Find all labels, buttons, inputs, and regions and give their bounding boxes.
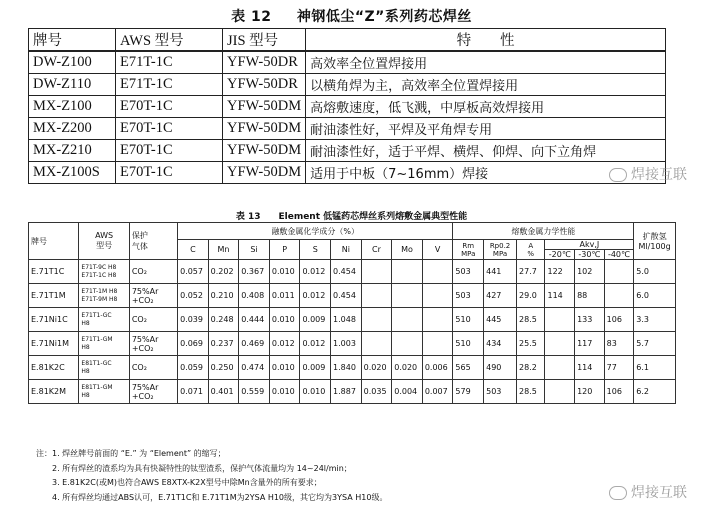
- t13-h-element: Ni: [331, 240, 362, 260]
- t13-value: 0.401: [208, 380, 239, 404]
- t12-cell: YFW-50DM: [223, 96, 306, 118]
- t13-value: 122: [545, 260, 575, 284]
- t12-cell: YFW-50DR: [223, 74, 306, 96]
- watermark-2: 焊接互联: [609, 482, 687, 502]
- t13-value: 0.069: [178, 332, 209, 356]
- t13-value: 1.840: [331, 356, 362, 380]
- t13-value: [545, 356, 575, 380]
- t13-value: 5.0: [634, 260, 676, 284]
- t13-aws: E71T-1M H8 E71T-9M H8: [79, 284, 129, 308]
- notes: [36, 447, 387, 505]
- t13-value: 117: [575, 332, 605, 356]
- t13-value: 114: [575, 356, 605, 380]
- t13-value: 0.012: [300, 260, 331, 284]
- t13-h-diff: 扩散氢 Ml/100g: [634, 223, 676, 260]
- t13-value: 0.057: [178, 260, 209, 284]
- t13-h-h_rm: Rm MPa: [453, 240, 484, 260]
- t13-brand: E.71Ni1M: [29, 332, 79, 356]
- t12-cell: YFW-50DR: [223, 51, 306, 74]
- table-row: [29, 356, 676, 380]
- t13-h-h_rp: Rp0.2 MPa: [484, 240, 517, 260]
- t13-h-temp: -30℃: [575, 250, 605, 259]
- t13-value: [361, 332, 392, 356]
- t13-gas: 75%Ar +CO₂: [129, 332, 177, 356]
- table-row: [29, 308, 676, 332]
- t13-value: [545, 380, 575, 404]
- table12-caption: 神钢低尘“Z”系列药芯焊丝: [296, 9, 472, 25]
- t13-value: 0.010: [269, 308, 300, 332]
- t13-gas: 75%Ar +CO₂: [129, 284, 177, 308]
- t13-h-element: P: [269, 240, 300, 260]
- t12-cell: MX-Z200: [29, 118, 116, 140]
- t13-gas: 75%Ar +CO₂: [129, 380, 177, 404]
- t13-value: [392, 260, 423, 284]
- t13-value: 0.454: [331, 284, 362, 308]
- note-3: 3. E.81K2C(或M)也符合AWS E8XTX-K2X型号中除Mn含量外的所有要求；: [36, 478, 322, 487]
- t12-cell: DW-Z100: [29, 51, 116, 74]
- table-row: [29, 51, 666, 74]
- t13-h-element: Cr: [361, 240, 392, 260]
- t13-h-temp: -40℃: [607, 250, 630, 259]
- t12-cell: E71T-1C: [116, 51, 223, 74]
- table-row: [29, 260, 676, 284]
- t13-value: 503: [484, 380, 517, 404]
- t12-cell: 适用于中板（7~16mm）焊接: [306, 162, 666, 184]
- t13-h-mech: 熔敷金属力学性能: [453, 223, 634, 240]
- t13-gas: CO₂: [129, 260, 177, 284]
- t12-cell: YFW-50DM: [223, 140, 306, 162]
- t13-brand: E.71T1M: [29, 284, 79, 308]
- t13-value: 0.444: [239, 308, 270, 332]
- table-row: [29, 162, 666, 184]
- t13-value: 0.010: [269, 356, 300, 380]
- table-row: [29, 284, 676, 308]
- t12-cell: 高效率全位置焊接用: [306, 51, 666, 74]
- t13-h-element: V: [422, 240, 453, 260]
- t12-cell: E70T-1C: [116, 140, 223, 162]
- table-row: [29, 140, 666, 162]
- t13-value: 0.248: [208, 308, 239, 332]
- t13-value: 445: [484, 308, 517, 332]
- t13-value: 510: [453, 332, 484, 356]
- t13-value: 25.5: [516, 332, 545, 356]
- t13-value: 0.559: [239, 380, 270, 404]
- t13-value: 0.010: [300, 380, 331, 404]
- t13-value: 0.012: [300, 332, 331, 356]
- t12-cell: YFW-50DM: [223, 118, 306, 140]
- t13-value: 77: [604, 356, 634, 380]
- t13-value: 1.887: [331, 380, 362, 404]
- t13-value: 565: [453, 356, 484, 380]
- t13-value: 28.5: [516, 308, 545, 332]
- t12-header-cell: 牌号: [29, 29, 116, 52]
- t13-value: [392, 284, 423, 308]
- t12-cell: 耐油漆性好，平焊及平角焊专用: [306, 118, 666, 140]
- t12-cell: YFW-50DM: [223, 162, 306, 184]
- table13-title: 表 13 Element 低锰药芯焊丝系列熔敷金属典型性能: [235, 212, 468, 222]
- t12-header-cell: JIS 型号: [223, 29, 306, 52]
- t13-value: 0.408: [239, 284, 270, 308]
- t12-cell: MX-Z100: [29, 96, 116, 118]
- t12-cell: MX-Z100S: [29, 162, 116, 184]
- t12-header-cell: 特 性: [306, 29, 666, 52]
- t13-h-aws: AWS 型号: [79, 223, 129, 260]
- t13-value: [604, 284, 634, 308]
- t13-value: [422, 260, 453, 284]
- watermark-logo-icon: [609, 486, 627, 500]
- t13-value: 133: [575, 308, 605, 332]
- table-row: [29, 332, 676, 356]
- t13-value: [545, 308, 575, 332]
- t13-value: [422, 284, 453, 308]
- t13-value: 29.0: [516, 284, 545, 308]
- t13-value: 0.469: [239, 332, 270, 356]
- t13-value: 5.7: [634, 332, 676, 356]
- t13-value: [422, 308, 453, 332]
- t12-cell: 以横角焊为主，高效率全位置焊接用: [306, 74, 666, 96]
- table-row: [29, 380, 676, 404]
- t13-value: 0.012: [269, 332, 300, 356]
- t13-value: 106: [604, 308, 634, 332]
- t13-h-h_a: A %: [516, 240, 545, 260]
- t13-value: 510: [453, 308, 484, 332]
- t13-value: 6.2: [634, 380, 676, 404]
- t13-value: 28.5: [516, 380, 545, 404]
- t13-h-temp: -20℃: [545, 250, 575, 259]
- t13-value: 0.020: [361, 356, 392, 380]
- t13-value: [392, 332, 423, 356]
- t13-value: 0.039: [178, 308, 209, 332]
- note-4: 4. 所有焊丝均通过ABS认可，E.71T1C和 E.71T1M为2YSA H10级，其它均为3YSA H10级。: [36, 492, 388, 502]
- t13-value: 0.035: [361, 380, 392, 404]
- t13-value: [545, 332, 575, 356]
- t13-value: 490: [484, 356, 517, 380]
- t13-value: 28.2: [516, 356, 545, 380]
- t13-value: 0.012: [300, 284, 331, 308]
- t13-value: 503: [453, 284, 484, 308]
- t13-value: [361, 284, 392, 308]
- t13-value: 0.367: [239, 260, 270, 284]
- t13-aws: E81T1-GM H8: [79, 380, 129, 404]
- t13-value: 0.210: [208, 284, 239, 308]
- t13-value: 1.048: [331, 308, 362, 332]
- table12: [28, 28, 666, 184]
- t13-value: 3.3: [634, 308, 676, 332]
- t13-value: 106: [604, 380, 634, 404]
- watermark-logo-icon: [609, 168, 627, 182]
- t13-aws: E71T1-GC H8: [79, 308, 129, 332]
- t13-h-gas: 保护 气体: [129, 223, 177, 260]
- t13-value: 579: [453, 380, 484, 404]
- table12-header: [29, 29, 666, 52]
- t13-h-element: Si: [239, 240, 270, 260]
- t13-value: 0.237: [208, 332, 239, 356]
- t12-cell: E70T-1C: [116, 162, 223, 184]
- t12-cell: E70T-1C: [116, 118, 223, 140]
- t13-aws: E71T-9C H8 E71T-1C H8: [79, 260, 129, 284]
- t13-h-element: C: [178, 240, 209, 260]
- t13-value: 88: [575, 284, 605, 308]
- t13-value: 0.071: [178, 380, 209, 404]
- t13-value: 114: [545, 284, 575, 308]
- t12-cell: E71T-1C: [116, 74, 223, 96]
- t13-value: 0.004: [392, 380, 423, 404]
- t13-value: 434: [484, 332, 517, 356]
- t13-value: 0.474: [239, 356, 270, 380]
- t13-value: 0.009: [300, 308, 331, 332]
- t12-cell: 高熔敷速度，低飞溅，中厚板高效焊接用: [306, 96, 666, 118]
- t13-h-akv-label: Akv,J: [545, 240, 633, 250]
- t13-value: [361, 308, 392, 332]
- t13-value: 0.009: [300, 356, 331, 380]
- t13-value: 120: [575, 380, 605, 404]
- t13-value: 0.007: [422, 380, 453, 404]
- t13-h-element: Mn: [208, 240, 239, 260]
- note-1: 注：1. 焊丝牌号前面的 “E.” 为 “Element” 的缩写；: [36, 449, 226, 458]
- watermark: 焊接互联: [609, 164, 687, 184]
- t13-value: [604, 260, 634, 284]
- t13-brand: E.81K2C: [29, 356, 79, 380]
- table-row: [29, 96, 666, 118]
- t13-gas: CO₂: [129, 308, 177, 332]
- t13-aws: E81T1-GC H8: [79, 356, 129, 380]
- t13-value: 83: [604, 332, 634, 356]
- t13-value: 0.250: [208, 356, 239, 380]
- t13-value: 0.020: [392, 356, 423, 380]
- t13-value: 427: [484, 284, 517, 308]
- t13-value: 441: [484, 260, 517, 284]
- t13-h-chem: 融敷金属化学成分（%）: [178, 223, 453, 240]
- t13-value: [422, 332, 453, 356]
- t13-aws: E71T1-GM H8: [79, 332, 129, 356]
- t13-value: 102: [575, 260, 605, 284]
- table-row: [29, 74, 666, 96]
- t12-header-cell: AWS 型号: [116, 29, 223, 52]
- t13-h-akv: [545, 240, 634, 260]
- t13-value: 0.010: [269, 380, 300, 404]
- t13-value: 0.454: [331, 260, 362, 284]
- t13-value: 503: [453, 260, 484, 284]
- t13-gas: CO₂: [129, 356, 177, 380]
- t13-value: 0.202: [208, 260, 239, 284]
- t13-value: [361, 260, 392, 284]
- t13-value: 0.010: [269, 260, 300, 284]
- t12-cell: MX-Z210: [29, 140, 116, 162]
- table13: [28, 222, 676, 404]
- t13-value: 0.059: [178, 356, 209, 380]
- t13-value: 0.006: [422, 356, 453, 380]
- table12-number: 表 12: [231, 9, 272, 25]
- t13-h-brand: 牌号: [29, 223, 79, 260]
- t12-cell: DW-Z110: [29, 74, 116, 96]
- t13-value: 6.1: [634, 356, 676, 380]
- t13-h-temps: [545, 250, 633, 259]
- t13-value: 0.011: [269, 284, 300, 308]
- t12-cell: 耐油漆性好，适于平焊、横焊、仰焊、向下立角焊: [306, 140, 666, 162]
- t13-value: [392, 308, 423, 332]
- t13-brand: E.71Ni1C: [29, 308, 79, 332]
- note-2: 2. 所有焊丝的渣系均为具有快凝特性的钛型渣系，保护气体流量均为 14~24l/min；: [36, 463, 352, 473]
- t12-cell: E70T-1C: [116, 96, 223, 118]
- t13-h-element: S: [300, 240, 331, 260]
- t13-h-element: Mo: [392, 240, 423, 260]
- t13-value: 27.7: [516, 260, 545, 284]
- table12-title: [0, 6, 703, 26]
- t13-value: 1.003: [331, 332, 362, 356]
- t13-brand: E.71T1C: [29, 260, 79, 284]
- t13-brand: E.81K2M: [29, 380, 79, 404]
- table-row: [29, 118, 666, 140]
- t13-value: 6.0: [634, 284, 676, 308]
- t13-value: 0.052: [178, 284, 209, 308]
